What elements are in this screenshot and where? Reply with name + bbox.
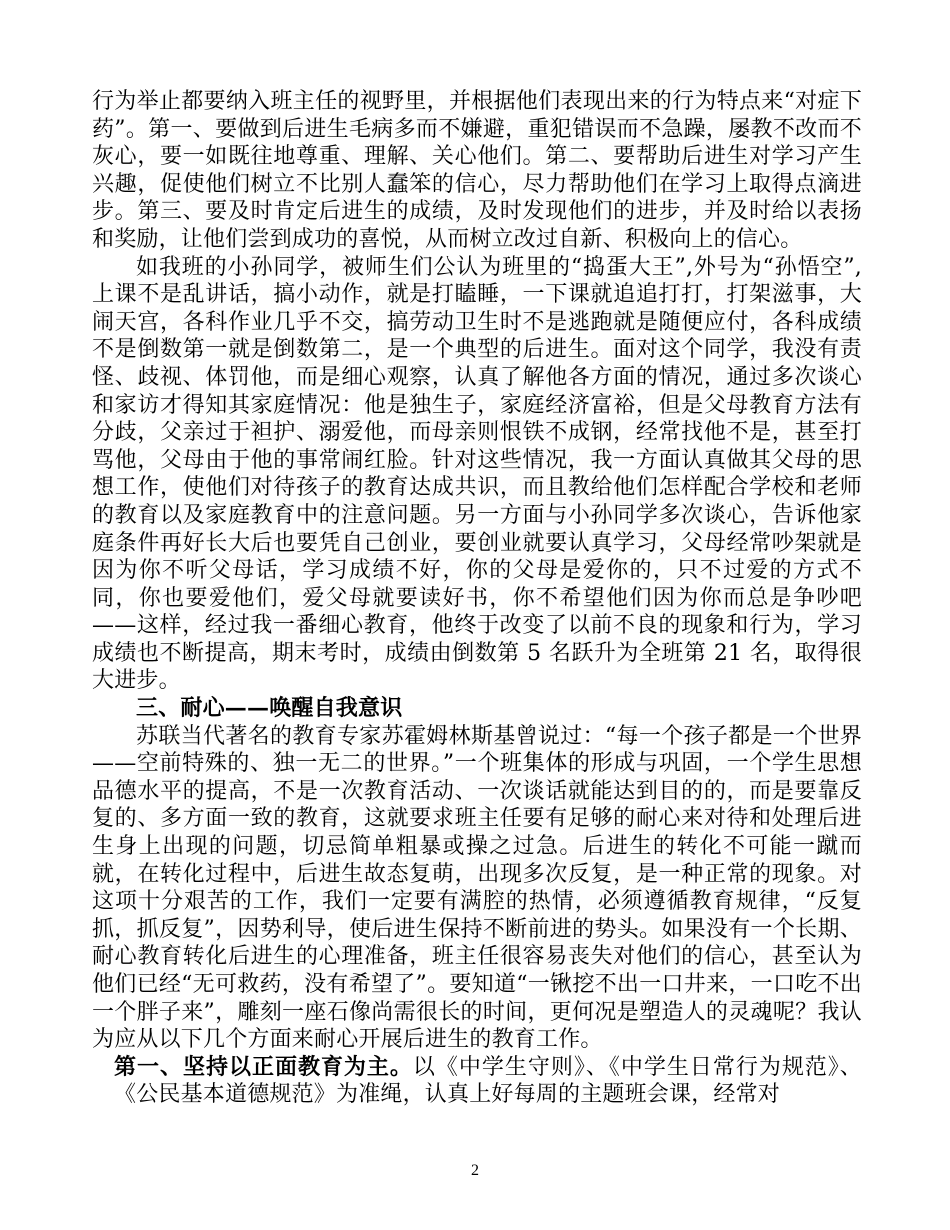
- paragraph-first-point: [92, 1054, 862, 1109]
- paragraph-case-example: 如我班的小孙同学，被师生们公认为班里的“捣蛋大王”,外号为“孙悟空”,上课不是乱讲话，搞小动作，就是打瞌睡，一下课就追追打打，打架滋事，大闹天宫，各科作业几乎不交，搞劳动卫生时不是逃跑就是随便应付，各科成绩不是倒数第一就是倒数第二，是一个典型的后进生。面对这个同学，我没有责怪、歧视、体罚他，而是细心观察，认真了解他各方面的情况，通过多次谈心和家访才得知其家庭情况：他是独生子，家庭经济富裕，但是父母教育方法有分歧，父亲过于袒护、溺爱他，而母亲则恨铁不成钢，经常找他不是，甚至打骂他，父母由于他的事常闹红脸。针对这些情况，我一方面认真做其父母的思想工作，使他们对待孩子的教育达成共识，而且教给他们怎样配合学校和老师的教育以及家庭教育中的注意问题。另一方面与小孙同学多次谈心，告诉他家庭条件再好长大后也要凭自己创业，要创业就要认真学习，父母经常吵架就是因为你不听父母话，学习成绩不好，你的父母是爱你的，只不过爱的方式不同，你也要爱他们，爱父母就要读好书，你不希望他们因为你而总是争吵吧——这样，经过我一番细心教育，他终于改变了以前不良的现象和行为，学习成绩也不断提高，期末考时，成绩由倒数第 5 名跃升为全班第 21 名，取得很大进步。: [92, 254, 862, 694]
- first-point-text: 以《中学生守则》、《中学生日常行为规范》、《公民基本道德规范》为准绳，认真上好每周的主题班会课，经常对: [114, 1054, 862, 1108]
- paragraph-continuation: 行为举止都要纳入班主任的视野里，并根据他们表现出来的行为特点来“对症下药”。第一、要做到后进生毛病多而不嫌避，重犯错误而不急躁，屡教不改而不灰心，要一如既往地尊重、理解、关心他们。第二、要帮助后进生对学习产生兴趣，促使他们树立不比别人蠢笨的信心，尽力帮助他们在学习上取得点滴进步。第三、要及时肯定后进生的成绩，及时发现他们的进步，并及时给以表扬和奖励，让他们尝到成功的喜悦，从而树立改过自新、积极向上的信心。: [92, 89, 862, 252]
- section-heading-patience: 三、耐心——唤醒自我意识: [136, 695, 403, 722]
- first-point-lead: 第一、坚持以正面教育为主。: [114, 1053, 413, 1080]
- document-body: [92, 88, 862, 1109]
- page-number: 2: [471, 1162, 479, 1179]
- paragraph-patience: 苏联当代著名的教育专家苏霍姆林斯基曾说过：“每一个孩子都是一个世界——空前特殊的、独一无二的世界。”一个班集体的形成与巩固，一个学生思想品德水平的提高，不是一次教育活动、一次谈话就能达到目的的，而是要靠反复的、多方面一致的教育，这就要求班主任要有足够的耐心来对待和处理后进生身上出现的问题，切忌简单粗暴或操之过急。后进生的转化不可能一蹴而就，在转化过程中，后进生故态复萌，出现多次反复，是一种正常的现象。对这项十分艰苦的工作，我们一定要有满腔的热情，必须遵循教育规律，“反复抓，抓反复”，因势利导，使后进生保持不断前进的势头。如果没有一个长期、耐心教育转化后进生的心理准备，班主任很容易丧失对他们的信心，甚至认为他们已经“无可救药，没有希望了”。要知道“一锹挖不出一口井来，一口吃不出一个胖子来”，雕刻一座石像尚需很长的时间，更何况是塑造人的灵魂呢？我认为应从以下几个方面来耐心开展后进生的教育工作。: [92, 723, 862, 1053]
